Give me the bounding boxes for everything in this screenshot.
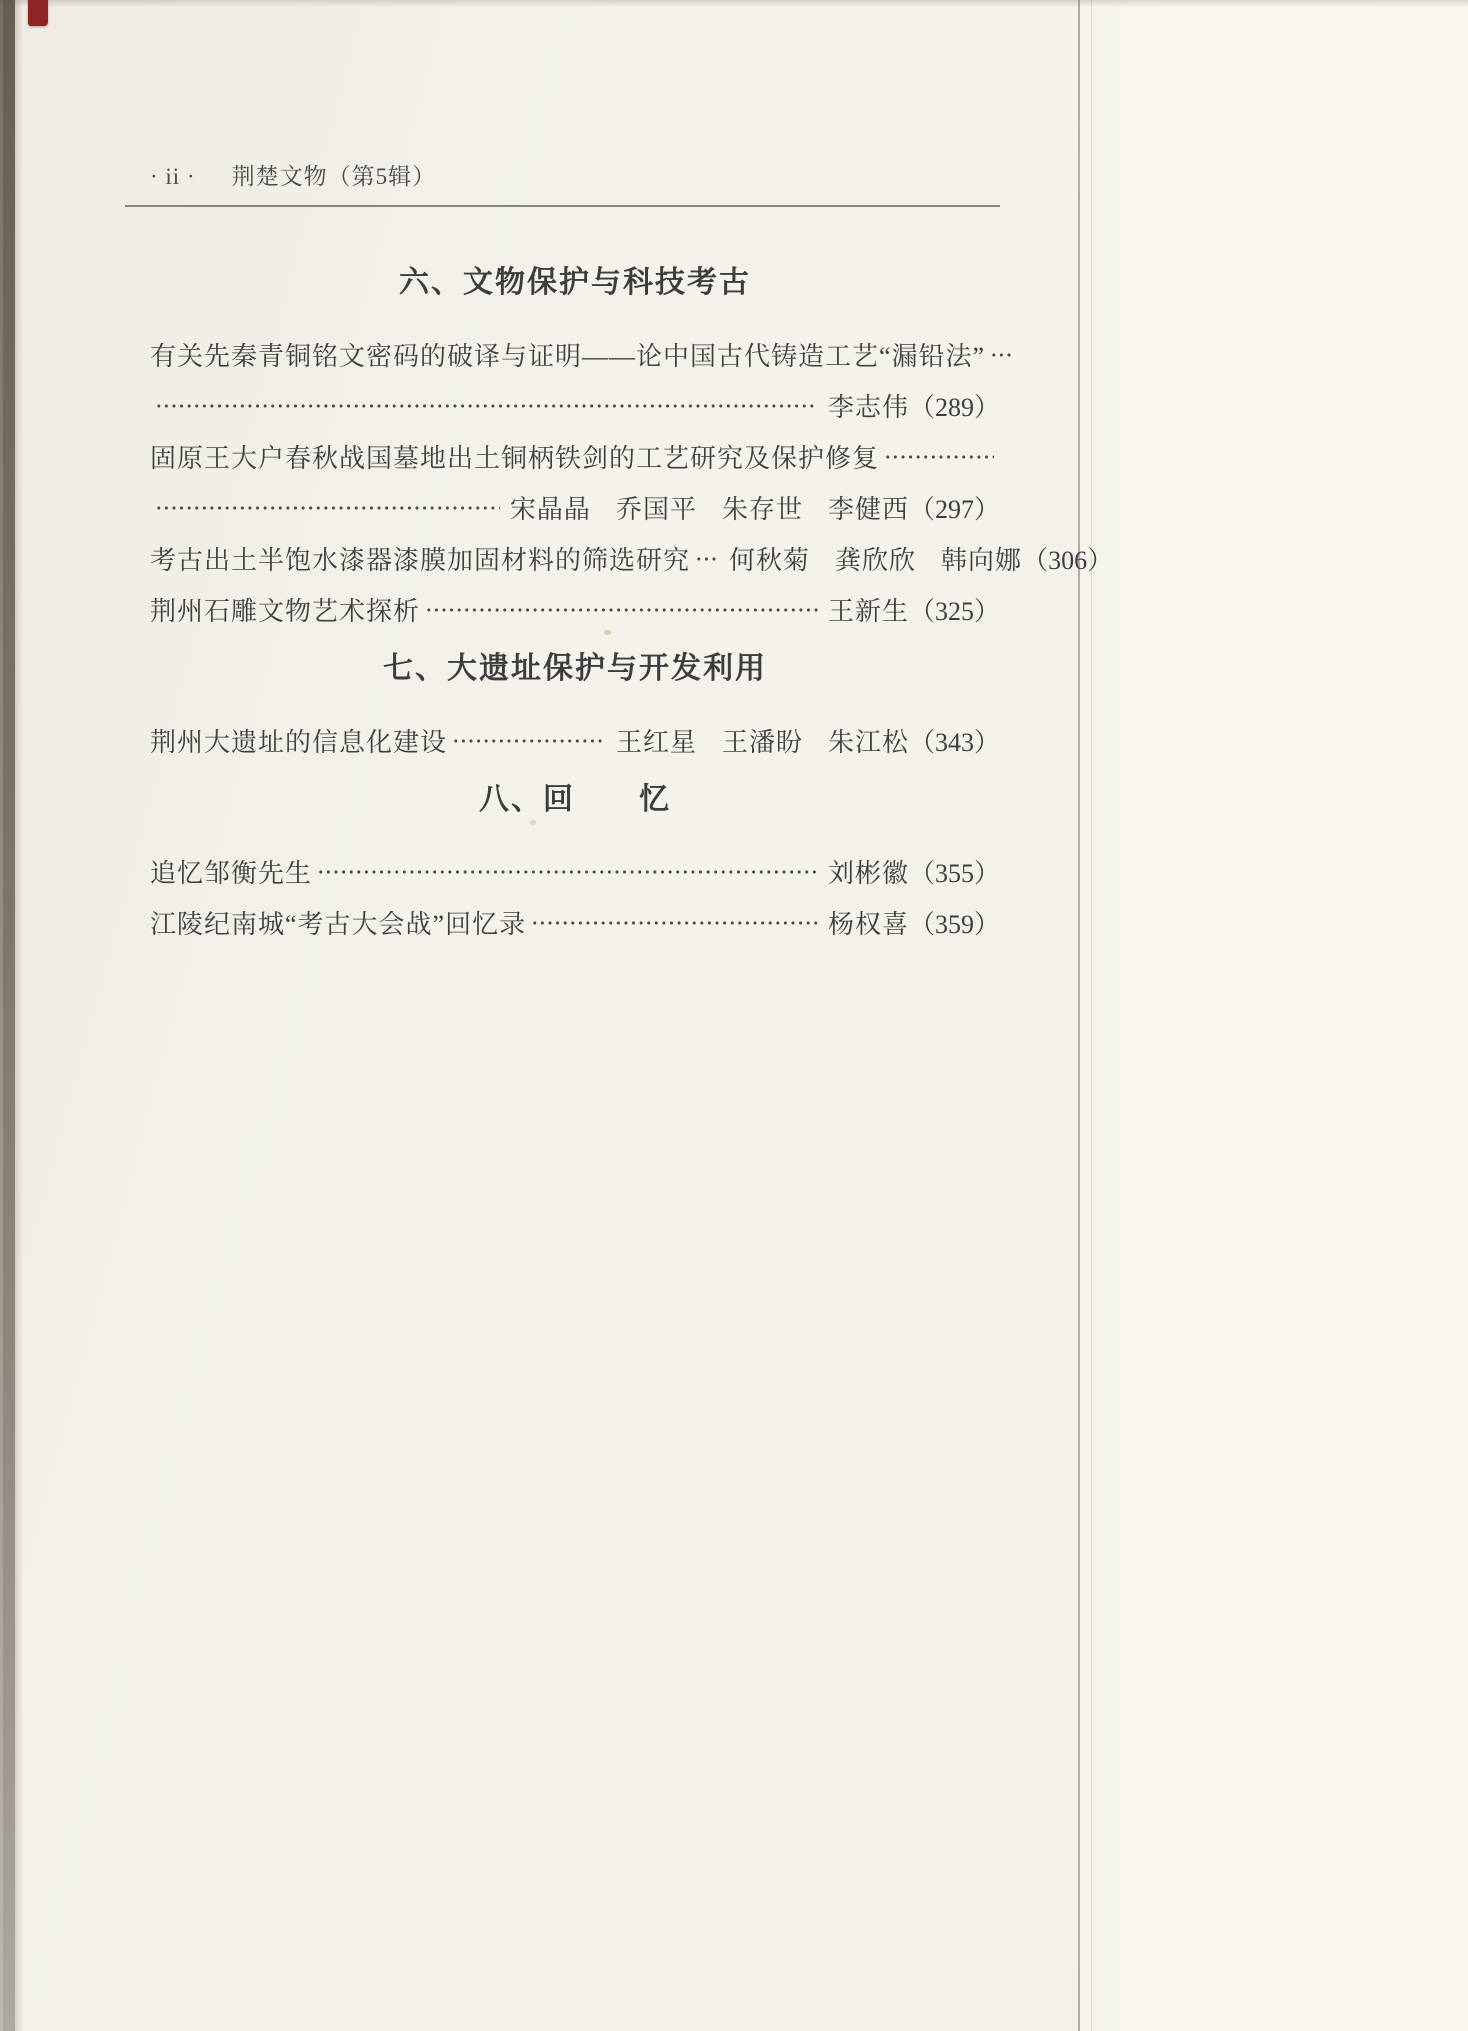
toc-author: 何秋菊 <box>729 546 811 575</box>
page-edge-line <box>1078 0 1080 2031</box>
scan-top-edge-shadow <box>0 0 1468 7</box>
toc-author: 李志伟 <box>827 393 909 422</box>
dot-leader <box>425 584 818 635</box>
book-spine-strip <box>0 0 15 2031</box>
toc-entry-line <box>150 584 1000 635</box>
dot-leader <box>884 431 994 482</box>
toc-entry-title: 固原王大户春秋战国墓地出土铜柄铁剑的工艺研究及保护修复 <box>150 444 880 473</box>
section-title: 六、文物保护与科技考古 <box>399 266 751 299</box>
toc-entry-continuation-line <box>150 482 1000 533</box>
folio-page-number: · ii · <box>150 164 196 189</box>
section-title: 八、回 忆 <box>479 783 671 816</box>
toc-entry-title: 荆州大遗址的信息化建设 <box>150 728 448 757</box>
toc-page-number: （325） <box>908 597 1000 626</box>
running-header <box>150 162 1000 192</box>
toc-author: 乔国平 <box>615 495 697 524</box>
book-title: 荆楚文物（第5辑） <box>231 164 437 189</box>
toc-entry-title: 考古出土半饱水漆器漆膜加固材料的筛选研究 <box>150 546 691 575</box>
toc-page-number: （289） <box>908 393 1000 422</box>
page-content <box>150 162 1114 948</box>
toc-authors <box>828 853 1000 890</box>
toc-entry-title: 追忆邹衡先生 <box>150 859 313 888</box>
toc-page-number: （355） <box>908 859 1000 888</box>
toc-author: 李健西 <box>827 495 909 524</box>
dot-leader <box>317 846 818 897</box>
toc-entry-line <box>150 715 1000 766</box>
page-edge-shadow-line <box>1091 0 1092 2031</box>
toc-entry-title: 有关先秦青铜铭文密码的破译与证明——论中国古代铸造工艺“漏铅法” <box>150 342 986 371</box>
toc-entry-line <box>150 846 1000 897</box>
toc-page-number: （343） <box>908 728 1000 757</box>
dot-leader <box>531 897 818 948</box>
toc-author: 杨权喜 <box>827 910 909 939</box>
toc-author: 宋晶晶 <box>509 495 591 524</box>
toc-authors <box>510 489 1000 526</box>
toc-author: 王潘盼 <box>721 728 803 757</box>
header-rule <box>125 205 1000 207</box>
dot-leader <box>155 482 500 533</box>
toc-entry-title: 江陵纪南城“考古大会战”回忆录 <box>150 910 527 939</box>
dot-leader <box>452 715 606 766</box>
toc-entry-line <box>150 533 1114 584</box>
toc-author: 王红星 <box>615 728 697 757</box>
toc-author: 朱江松 <box>827 728 909 757</box>
toc-author: 韩向娜 <box>941 546 1023 575</box>
toc-authors <box>729 540 1113 577</box>
toc-page-number: （359） <box>908 910 1000 939</box>
adjacent-page-paper <box>1080 0 1468 2031</box>
toc-entry-continuation-line <box>150 380 1000 431</box>
toc-author: 龚欣欣 <box>835 546 917 575</box>
toc-authors <box>828 904 1000 941</box>
section-title: 七、大遗址保护与开发利用 <box>383 652 767 685</box>
toc-entry-line <box>150 329 1000 380</box>
dot-leader <box>695 533 719 584</box>
table-of-contents <box>150 263 1114 948</box>
toc-page-number: （297） <box>908 495 1000 524</box>
toc-author: 刘彬徽 <box>827 859 909 888</box>
toc-page-number: （306） <box>1022 546 1114 575</box>
toc-entry-title: 荆州石雕文物艺术探析 <box>150 597 421 626</box>
toc-authors <box>616 722 1000 759</box>
toc-entry-line <box>150 897 1000 948</box>
toc-authors <box>828 591 1000 628</box>
binding-shadow <box>15 0 23 2031</box>
dot-leader <box>990 329 1014 380</box>
toc-author: 王新生 <box>827 597 909 626</box>
toc-authors <box>828 387 1000 424</box>
dot-leader <box>155 380 818 431</box>
toc-entry-line <box>150 431 1000 482</box>
cover-corner-mark <box>28 0 48 26</box>
toc-author: 朱存世 <box>721 495 803 524</box>
